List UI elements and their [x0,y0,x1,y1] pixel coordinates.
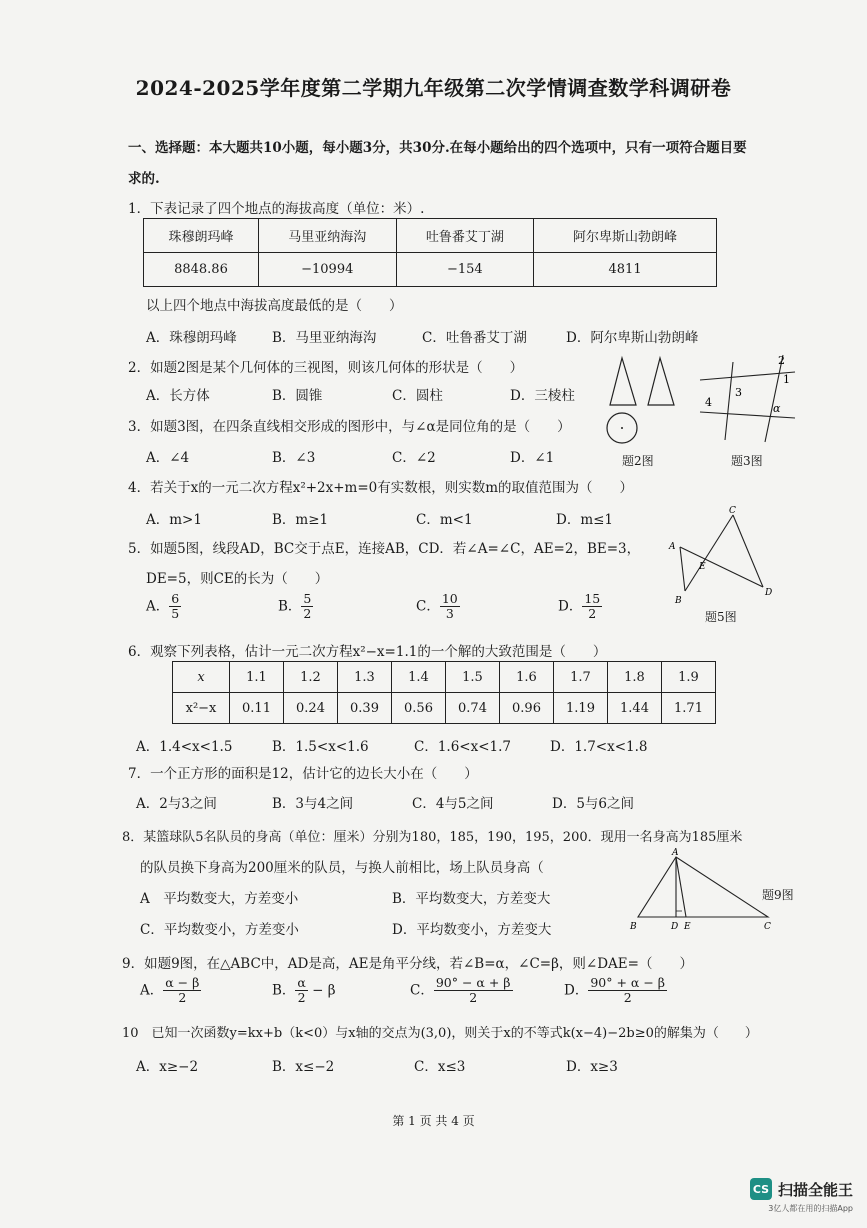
figure-2-three-views [600,350,690,450]
table-header-cell: 马里亚纳海沟 [258,219,396,253]
side-view-triangle [648,358,674,405]
q4-stem: 4．若关于x的一元二次方程x²+2x+m=0有实数根，则实数m的取值范围为（ ） [128,480,634,496]
denominator: 2 [303,606,312,622]
q9-stem: 9．如题9图，在△ABC中，AD是高，AE是角平分线，若∠B=α，∠C=β，则∠DAE=（ ） [122,956,693,972]
q3-stem: 3．如题3图，在四条直线相交形成的图形中，与∠α是同位角的是（ ） [128,419,571,435]
q10-option-d: D．x≥3 [566,1059,618,1075]
line-top [700,372,795,380]
q1-altitude-table [143,218,717,287]
q6-option-b: B．1.5<x<1.6 [272,739,369,755]
q8-option-b: B．平均数变大，方差变大 [392,891,551,907]
q9-option-c [410,976,513,1006]
table-cell: 1.3 [338,662,392,693]
denominator: 2 [623,990,632,1006]
option-label: B． [272,982,296,999]
q4-option-d: D．m≤1 [556,512,614,528]
segment-ab [680,547,685,591]
q9-option-d [564,976,667,1006]
option-label: C． [410,982,434,999]
table-header-cell: 阿尔卑斯山勃朗峰 [534,219,717,253]
q9-option-a [140,976,201,1006]
fraction [163,976,201,1006]
q6-stem: 6．观察下列表格，估计一元二次方程x²−x=1.1的一个解的大致范围是（ ） [128,644,607,660]
q10-option-a: A．x≥−2 [136,1059,199,1075]
option-tail: − β [307,982,336,999]
q4-option-c: C．m<1 [416,512,473,528]
q2-option-c: C．圆柱 [392,388,443,404]
table-header-cell: 吐鲁番艾丁湖 [396,219,534,253]
q1-option-d: D．阿尔卑斯山勃朗峰 [566,330,699,346]
figure-5-caption: 题5图 [705,610,737,624]
fraction [295,976,307,1006]
figure-5-triangles [665,505,780,605]
numerator: 5 [303,591,312,606]
table-cell: 0.96 [500,693,554,724]
q10-option-c: C．x≤3 [414,1059,466,1075]
fraction [440,592,460,622]
top-view-center [621,427,623,429]
q3-option-b: B．∠3 [272,450,316,466]
numerator: 10 [441,591,458,606]
scanner-brand-tagline: 3亿人都在用的扫描App [768,1204,853,1213]
table-cell: 8848.86 [144,253,259,287]
fraction [582,592,602,622]
table-cell: 1.9 [662,662,716,693]
page-number: 第 1 页 共 4 页 [392,1114,475,1128]
point-label: B [630,922,637,932]
q2-option-d: D．三棱柱 [510,388,575,404]
fraction [301,592,313,622]
segment-ad [680,547,763,587]
segment-cd [733,515,763,587]
q9-option-b [272,976,336,1006]
table-cell: 1.71 [662,693,716,724]
point-label: B [675,596,682,605]
q1-option-a: A．珠穆朗玛峰 [146,330,237,346]
bisector-ae [676,857,686,917]
table-cell: −10994 [258,253,396,287]
figure-2-caption: 题2图 [622,454,654,468]
angle-label: 4 [705,396,712,409]
table-cell: 1.6 [500,662,554,693]
denominator: 2 [588,606,597,622]
q1-option-c: C．吐鲁番艾丁湖 [422,330,527,346]
line-bottom [700,412,795,418]
angle-label: 3 [735,386,742,399]
q3-option-c: C．∠2 [392,450,436,466]
option-label: A． [140,982,164,999]
q5-option-b [278,592,313,622]
q8-option-a: A 平均数变大，方差变小 [140,891,299,907]
table-cell: 0.74 [446,693,500,724]
q8-option-c: C．平均数变小，方差变小 [140,922,299,938]
q7-stem: 7．一个正方形的面积是12，估计它的边长大小在（ ） [128,766,478,782]
scanner-watermark [750,1178,853,1200]
q5-stem-cont: DE=5，则CE的长为（ ） [146,571,329,587]
figure-9-triangle [628,845,778,935]
q7-option-a: A．2与3之间 [136,796,217,812]
table-cell: 1.1 [230,662,284,693]
q2-option-a: A．长方体 [146,388,210,404]
option-label: D． [564,982,589,999]
point-label: C [764,922,771,932]
table-cell: 1.19 [554,693,608,724]
q10-stem: 10 已知一次函数y=kx+b（k<0）与x轴的交点为(3,0)，则关于x的不等式k(x−4)−2b≥0的解集为（ ） [122,1026,758,1041]
section-heading-cont: 求的. [128,171,160,187]
table-cell: 1.7 [554,662,608,693]
q1-ask: 以上四个地点中海拔高度最低的是（ ） [146,298,403,314]
q5-stem: 5．如题5图，线段AD，BC交于点E，连接AB，CD．若∠A=∠C，AE=2，BE=3， [128,541,641,557]
table-cell: 4811 [534,253,717,287]
angle-label: 1 [783,373,790,386]
q5-option-d [558,592,602,622]
triangle-abc [638,857,768,917]
q2-stem: 2．如题2图是某个几何体的三视图，则该几何体的形状是（ ） [128,360,524,376]
q4-option-a: A．m>1 [146,512,202,528]
figure-3-caption: 题3图 [731,454,763,468]
q7-option-b: B．3与4之间 [272,796,354,812]
q5-option-a [146,592,181,622]
option-label: A． [146,598,170,615]
point-label: A [672,848,679,858]
line-right [765,355,783,442]
fraction [588,976,667,1006]
table-cell: 1.4 [392,662,446,693]
exam-title: 2024-2025学年度第二学期九年级第二次学情调查数学科调研卷 [135,76,732,100]
fraction [434,976,513,1006]
option-label: D． [558,598,583,615]
q8-stem: 8．某篮球队5名队员的身高（单位：厘米）分别为180，185，190，195，200．现用一名身高为185厘米 [122,830,743,845]
denominator: 2 [297,990,306,1006]
line-left [725,362,733,440]
numerator: 6 [171,591,180,606]
figure-9-caption: 题9图 [762,888,794,902]
angle-alpha-label: α [773,402,781,415]
table-cell: 0.11 [230,693,284,724]
denominator: 2 [178,990,187,1006]
table-cell: 1.2 [284,662,338,693]
denominator: 2 [469,990,478,1006]
point-label: D [765,588,773,598]
q6-option-d: D．1.7<x<1.8 [550,739,648,755]
row-head: x²−x [173,693,230,724]
front-view-triangle [610,358,636,405]
denominator: 3 [445,606,454,622]
numerator: α − β [165,975,200,990]
denominator: 5 [171,606,180,622]
table-cell: 1.5 [446,662,500,693]
q10-option-b: B．x≤−2 [272,1059,335,1075]
q5-option-c [416,592,460,622]
fraction [169,592,181,622]
q3-option-a: A．∠4 [146,450,190,466]
option-label: B． [278,598,302,615]
q8-stem-cont: 的队员换下身高为200厘米的队员，与换人前相比，场上队员身高（ [140,860,544,876]
camscanner-logo-icon: CS [750,1178,772,1200]
table-cell: 1.44 [608,693,662,724]
q6-option-c: C．1.6<x<1.7 [414,739,512,755]
table-header-cell: 珠穆朗玛峰 [144,219,259,253]
q8-option-d: D．平均数变小，方差变大 [392,922,552,938]
angle-label: 2 [778,354,785,367]
numerator: 90° + α − β [590,975,665,990]
numerator: 90° − α + β [435,975,511,990]
option-label: C． [416,598,440,615]
q6-option-a: A．1.4<x<1.5 [136,739,233,755]
q7-option-c: C．4与5之间 [412,796,494,812]
q3-option-d: D．∠1 [510,450,555,466]
scanner-brand-name: 扫描全能王 [777,1180,853,1199]
q1-stem: 1．下表记录了四个地点的海拔高度（单位：米）. [128,201,425,217]
table-cell: 0.39 [338,693,392,724]
section-heading: 一、选择题：本大题共10小题，每小题3分，共30分.在每小题给出的四个选项中，只有一项符合题目要 [128,140,747,156]
table-cell: 0.56 [392,693,446,724]
row-head: x [173,662,230,693]
numerator: α [297,975,306,990]
figure-3-lines [695,350,800,450]
q7-option-d: D．5与6之间 [552,796,635,812]
point-label: E [684,922,691,932]
q1-option-b: B．马里亚纳海沟 [272,330,377,346]
point-label: A [669,542,676,552]
q2-option-b: B．圆锥 [272,388,323,404]
point-label: D [671,922,679,932]
q4-option-b: B．m≥1 [272,512,329,528]
table-cell: 1.8 [608,662,662,693]
numerator: 15 [584,591,601,606]
table-cell: −154 [396,253,534,287]
table-cell: 0.24 [284,693,338,724]
point-label: E [699,562,706,572]
point-label: C [729,506,736,516]
q6-values-table [172,661,716,724]
